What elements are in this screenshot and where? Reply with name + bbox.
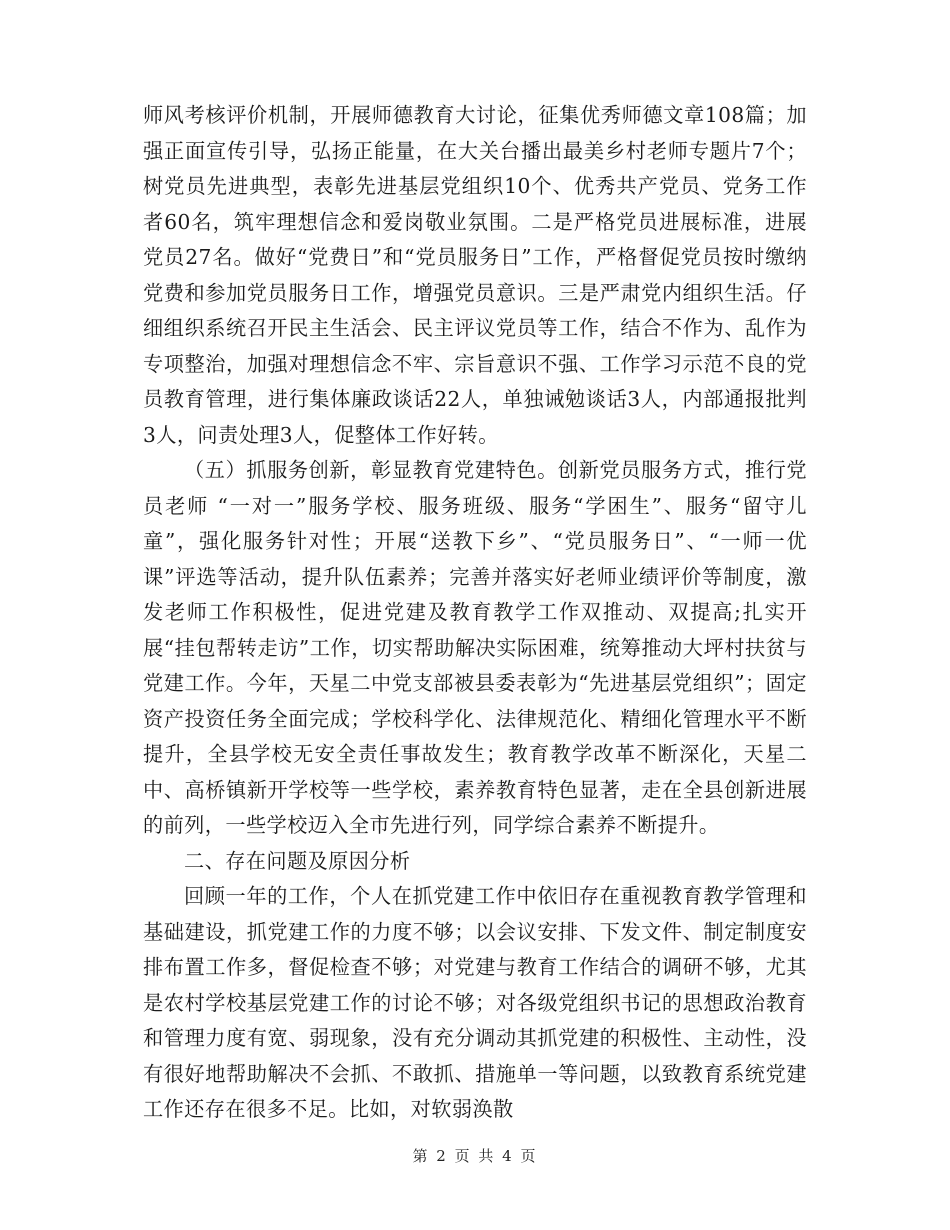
paragraph-service-innovation: （五）抓服务创新，彰显教育党建特色。创新党员服务方式，推行党员老师 “一对一”服务学校、服务班级、服务“学困生”、服务“留守儿童”，强化服务针对性；开展“送教下乡”、“党员服务日”、“一师一优课”评选等活动，提升队伍素养；完善并落实好老师业绩评价等制度，激发老师工作积极性，促进党建及教育教学工作双推动、双提高;扎实开展“挂包帮转走访”工作，切实帮助解决实际困难，统筹推动大坪村扶贫与党建工作。今年，天星二中党支部被县委表彰为“先进基层党组织”；固定资产投资任务全面完成；学校科学化、法律规范化、精细化管理水平不断提升，全县学校无安全责任事故发生；教育教学改革不断深化，天星二中、高桥镇新开学校等一些学校，素养教育特色显著，走在全县创新进展的前列，一些学校迈入全市先进行列，同学综合素养不断提升。 xyxy=(143,458,807,837)
section-heading-problems: 二、存在问题及原因分析 xyxy=(184,848,411,873)
page-number-footer: 第 2 页 共 4 页 xyxy=(412,1147,538,1165)
paragraph-review: 回顾一年的工作，个人在抓党建工作中依旧存在重视教育教学管理和基础建设，抓党建工作的力度不够；以会议安排、下发文件、制定制度安排布置工作多，督促检查不够；对党建与教育工作结合的调研不够，尤其是农村学校基层党建工作的讨论不够；对各级党组织书记的思想政治教育和管理力度有宽、弱现象，没有充分调动其抓党建的积极性、主动性，没有很好地帮助解决不会抓、不敢抓、措施单一等问题，以致教育系统党建工作还存在很多不足。比如，对软弱涣散 xyxy=(143,884,807,1121)
paragraph-continuation: 师风考核评价机制，开展师德教育大讨论，征集优秀师德文章108篇；加强正面宣传引导，弘扬正能量，在大关台播出最美乡村老师专题片7个；树党员先进典型，表彰先进基层党组织10个、优秀共产党员、党务工作者60名，筑牢理想信念和爱岗敬业氛围。二是严格党员进展标准，进展党员27名。做好“党费日”和“党员服务日”工作，严格督促党员按时缴纳党费和参加党员服务日工作，增强党员意识。三是严肃党内组织生活。仔细组织系统召开民主生活会、民主评议党员等工作，结合不作为、乱作为专项整治，加强对理想信念不牢、宗旨意识不强、工作学习示范不良的党员教育管理，进行集体廉政谈话22人，单独诫勉谈话3人，内部通报批判3人，问责处理3人，促整体工作好转。 xyxy=(143,103,807,447)
document-body xyxy=(143,98,807,1128)
